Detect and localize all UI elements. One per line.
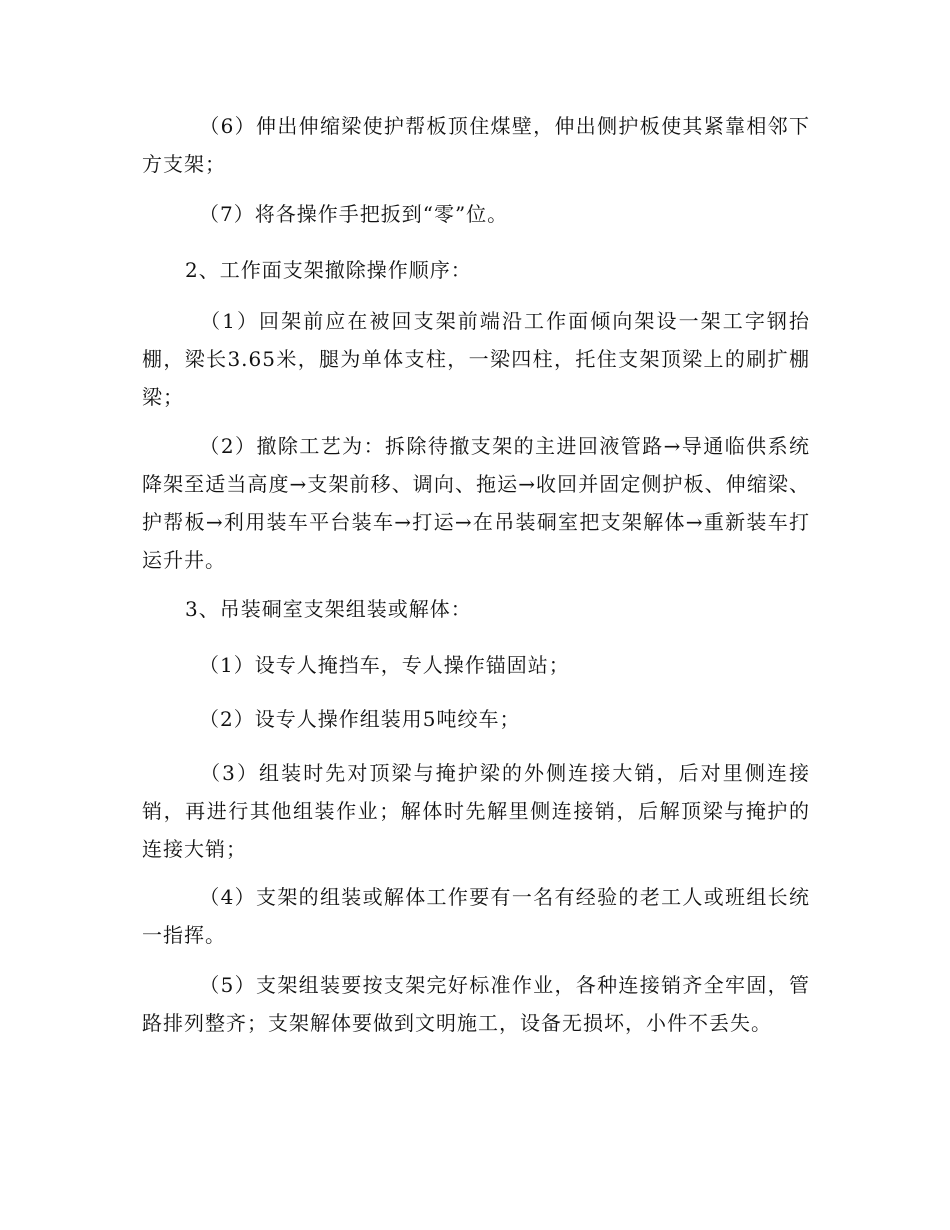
paragraph-text: （7）将各操作手把扳到“零”位。 (199, 202, 509, 226)
section-heading-3 (147, 590, 815, 628)
paragraph-assembly-step-1 (142, 646, 810, 684)
paragraph-removal-step-2 (142, 427, 810, 579)
paragraph-text: （1）设专人掩挡车，专人操作锚固站； (199, 653, 570, 677)
paragraph-assembly-step-3 (142, 754, 810, 868)
paragraph-assembly-step-4 (142, 878, 810, 954)
paragraph-assembly-step-5 (142, 966, 810, 1042)
paragraph-step-7 (142, 195, 810, 233)
paragraph-text: （1）回架前应在被回支架前端沿工作面倾向架设一架工字钢抬棚，梁长3.65米，腿为单体支柱，一梁四柱，托住支架顶梁上的刷扩棚梁； (142, 309, 810, 409)
paragraph-text: （2）撤除工艺为：拆除待撤支架的主进回液管路→导通临供系统降架至适当高度→支架前移、调向、拖运→收回并固定侧护板、伸缩梁、护帮板→利用装车平台装车→打运→在吊装硐室把支架解体→重新装车打运升井。 (142, 434, 810, 572)
paragraph-removal-step-1 (142, 302, 810, 416)
section-heading-text: 2、工作面支架撤除操作顺序： (185, 258, 472, 282)
paragraph-text: （5）支架组装要按支架完好标准作业，各种连接销齐全牢固，管路排列整齐；支架解体要做到文明施工，设备无损坏，小件不丢失。 (142, 973, 810, 1035)
paragraph-text: （6）伸出伸缩梁使护帮板顶住煤壁，伸出侧护板使其紧靠相邻下方支架； (142, 114, 810, 176)
paragraph-step-6 (142, 107, 810, 183)
paragraph-text: （2）设专人操作组装用5吨绞车； (199, 707, 521, 731)
paragraph-assembly-step-2 (142, 700, 810, 738)
paragraph-text: （4）支架的组装或解体工作要有一名有经验的老工人或班组长统一指挥。 (142, 885, 810, 947)
section-heading-text: 3、吊装硐室支架组装或解体： (185, 597, 472, 621)
paragraph-text: （3）组装时先对顶梁与掩护梁的外侧连接大销，后对里侧连接销，再进行其他组装作业；解体时先解里侧连接销，后解顶梁与掩护的连接大销； (142, 761, 810, 861)
section-heading-2 (147, 251, 815, 289)
